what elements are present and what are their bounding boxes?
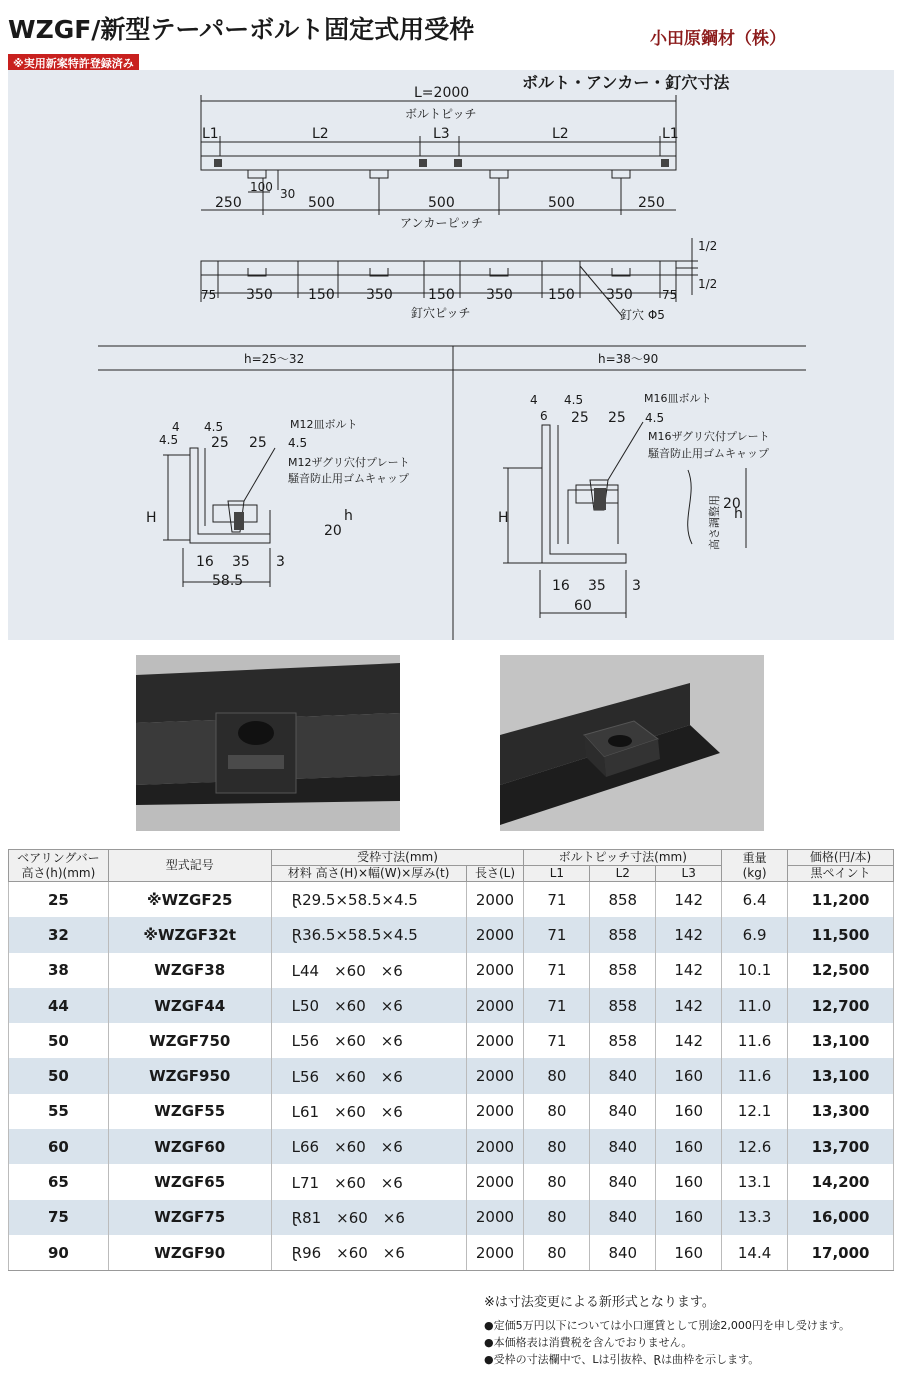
diagram-drawing xyxy=(8,70,894,640)
label-height-adjust: 高さ調整用 xyxy=(708,495,721,550)
label-right-4-5-b: 4.5 xyxy=(645,411,665,425)
label-500-a: 500 xyxy=(308,195,335,211)
table-row: 65 WZGF65 L71 ×60 ×6 2000 80 840 160 13.1 14,200 xyxy=(9,1164,894,1199)
label-rubber-cap-right: 騒音防止用ゴムキャップ xyxy=(648,447,769,460)
label-right-25-a: 25 xyxy=(571,410,589,426)
new-shape-note: ※は寸法変更による新形式となります。 xyxy=(484,1295,715,1310)
label-150-c: 150 xyxy=(548,287,575,303)
footnote-frame-legend: ●受枠の寸法欄中で、Lは引抜枠、Ɽは曲枠を示します。 xyxy=(484,1353,760,1366)
header-price: 価格(円/本) xyxy=(788,850,894,866)
label-m16-plate: M16ザグリ穴付プレート xyxy=(648,430,770,443)
footnote-shipping: ●定価5万円以下については小口運賃として別途2,000円を申し受けます。 xyxy=(484,1319,850,1332)
header-frame-material: 材料 高さ(H)×幅(W)×厚み(t) xyxy=(271,866,466,882)
label-350-c: 350 xyxy=(486,287,513,303)
table-row: 75 WZGF75 Ɽ81 ×60 ×6 2000 80 840 160 13.3 16,000 xyxy=(9,1200,894,1235)
label-l1-right: L1 xyxy=(662,126,679,142)
label-panel-left: h=25～32 xyxy=(244,352,305,366)
table-row: 60 WZGF60 L66 ×60 ×6 2000 80 840 160 12.6 13,700 xyxy=(9,1129,894,1164)
label-100: 100 xyxy=(250,180,273,194)
dimension-diagram xyxy=(8,70,894,640)
label-right-20: 20 xyxy=(723,496,741,512)
table-row: 90 WZGF90 Ɽ96 ×60 ×6 2000 80 840 160 14.4 17,000 xyxy=(9,1235,894,1271)
label-left-4-5-a: 4.5 xyxy=(204,420,224,434)
label-left-16: 16 xyxy=(196,554,214,570)
label-150-a: 150 xyxy=(308,287,335,303)
table-row: 38 WZGF38 L44 ×60 ×6 2000 71 858 142 10.1 12,500 xyxy=(9,953,894,988)
label-250-right: 250 xyxy=(638,195,665,211)
header-bolt-pitch: ボルトピッチ寸法(mm) xyxy=(524,850,722,866)
header-model: 型式記号 xyxy=(108,850,271,882)
label-l1-left: L1 xyxy=(202,126,219,142)
spec-table xyxy=(8,849,894,1271)
label-350-a: 350 xyxy=(246,287,273,303)
label-right-25-b: 25 xyxy=(608,410,626,426)
label-half-bottom: 1/2 xyxy=(698,277,718,291)
header-frame-size: 受枠寸法(mm) xyxy=(271,850,524,866)
label-m16-bolt: M16皿ボルト xyxy=(644,392,712,405)
label-l3: L3 xyxy=(433,126,450,142)
table-row: 32 ※WZGF32t Ɽ36.5×58.5×4.5 2000 71 858 142 6.9 11,500 xyxy=(9,917,894,952)
label-anchor-pitch: アンカーピッチ xyxy=(400,216,484,230)
label-30: 30 xyxy=(280,187,296,201)
diagram-section-title: ボルト・アンカー・釘穴寸法 xyxy=(522,73,730,92)
table-row: 50 WZGF750 L56 ×60 ×6 2000 71 858 142 11.6 13,100 xyxy=(9,1023,894,1058)
patent-badge: ※実用新案特許登録済み xyxy=(8,54,139,72)
label-500-c: 500 xyxy=(548,195,575,211)
label-right-4: 4 xyxy=(530,393,538,407)
header-l1: L1 xyxy=(524,866,590,882)
label-500-b: 500 xyxy=(428,195,455,211)
table-row: 50 WZGF950 L56 ×60 ×6 2000 80 840 160 11.6 13,100 xyxy=(9,1058,894,1093)
label-left-H: H xyxy=(146,510,157,526)
label-half-top: 1/2 xyxy=(698,239,718,253)
label-l2-left: L2 xyxy=(312,126,329,142)
label-left-3: 3 xyxy=(276,554,285,570)
label-left-25-a: 25 xyxy=(211,435,229,451)
table-row: 44 WZGF44 L50 ×60 ×6 2000 71 858 142 11.0 12,700 xyxy=(9,988,894,1023)
product-photo-front xyxy=(136,655,400,831)
footnote-tax: ●本価格表は消費税を含んでおりません。 xyxy=(484,1336,693,1349)
label-75-left: 75 xyxy=(201,288,217,302)
product-photo-angle xyxy=(500,655,764,831)
label-right-H: H xyxy=(498,510,509,526)
label-m12-bolt: M12皿ボルト xyxy=(290,418,358,431)
label-left-4-5-b: 4.5 xyxy=(159,433,179,447)
header-l3: L3 xyxy=(656,866,722,882)
label-bolt-pitch: ボルトピッチ xyxy=(405,107,477,121)
label-right-35: 35 xyxy=(588,578,606,594)
label-left-25-b: 25 xyxy=(249,435,267,451)
label-left-20: 20 xyxy=(324,523,342,539)
label-m12-plate: M12ザグリ穴付プレート xyxy=(288,456,410,469)
header-l2: L2 xyxy=(590,866,656,882)
label-150-b: 150 xyxy=(428,287,455,303)
label-panel-right: h=38～90 xyxy=(598,352,659,366)
header-bearing-height: ベアリングバー 高さ(h)(mm) xyxy=(9,850,109,882)
label-left-35: 35 xyxy=(232,554,250,570)
label-right-3: 3 xyxy=(632,578,641,594)
label-left-4-5-c: 4.5 xyxy=(288,436,308,450)
label-left-h: h xyxy=(344,508,353,524)
header-weight: 重量 (kg) xyxy=(722,850,788,882)
label-right-6: 6 xyxy=(540,409,548,423)
label-nail-hole: 釘穴 Φ5 xyxy=(620,308,665,322)
label-75-right: 75 xyxy=(662,288,678,302)
table-row: 25 ※WZGF25 Ɽ29.5×58.5×4.5 2000 71 858 142 6.4 11,200 xyxy=(9,882,894,918)
label-l2-right: L2 xyxy=(552,126,569,142)
label-right-4-5-a: 4.5 xyxy=(564,393,584,407)
label-right-16: 16 xyxy=(552,578,570,594)
label-right-h: h xyxy=(734,506,743,522)
footnotes xyxy=(484,1317,850,1368)
label-rubber-cap-left: 騒音防止用ゴムキャップ xyxy=(288,472,409,485)
page-title: WZGF/新型テーパーボルト固定式用受枠 xyxy=(8,15,475,44)
header-black-paint: 黒ペイント xyxy=(788,866,894,882)
label-350-d: 350 xyxy=(606,287,633,303)
maker-name: 小田原鋼材（株） xyxy=(650,29,786,49)
label-total-length: L=2000 xyxy=(414,85,470,101)
label-nail-pitch: 釘穴ピッチ xyxy=(411,306,471,320)
label-left-4: 4 xyxy=(172,420,180,434)
table-row: 55 WZGF55 L61 ×60 ×6 2000 80 840 160 12.1 13,300 xyxy=(9,1094,894,1129)
header-frame-length: 長さ(L) xyxy=(466,866,524,882)
label-left-58-5: 58.5 xyxy=(212,573,244,589)
label-350-b: 350 xyxy=(366,287,393,303)
label-right-60: 60 xyxy=(574,598,592,614)
label-250-left: 250 xyxy=(215,195,242,211)
